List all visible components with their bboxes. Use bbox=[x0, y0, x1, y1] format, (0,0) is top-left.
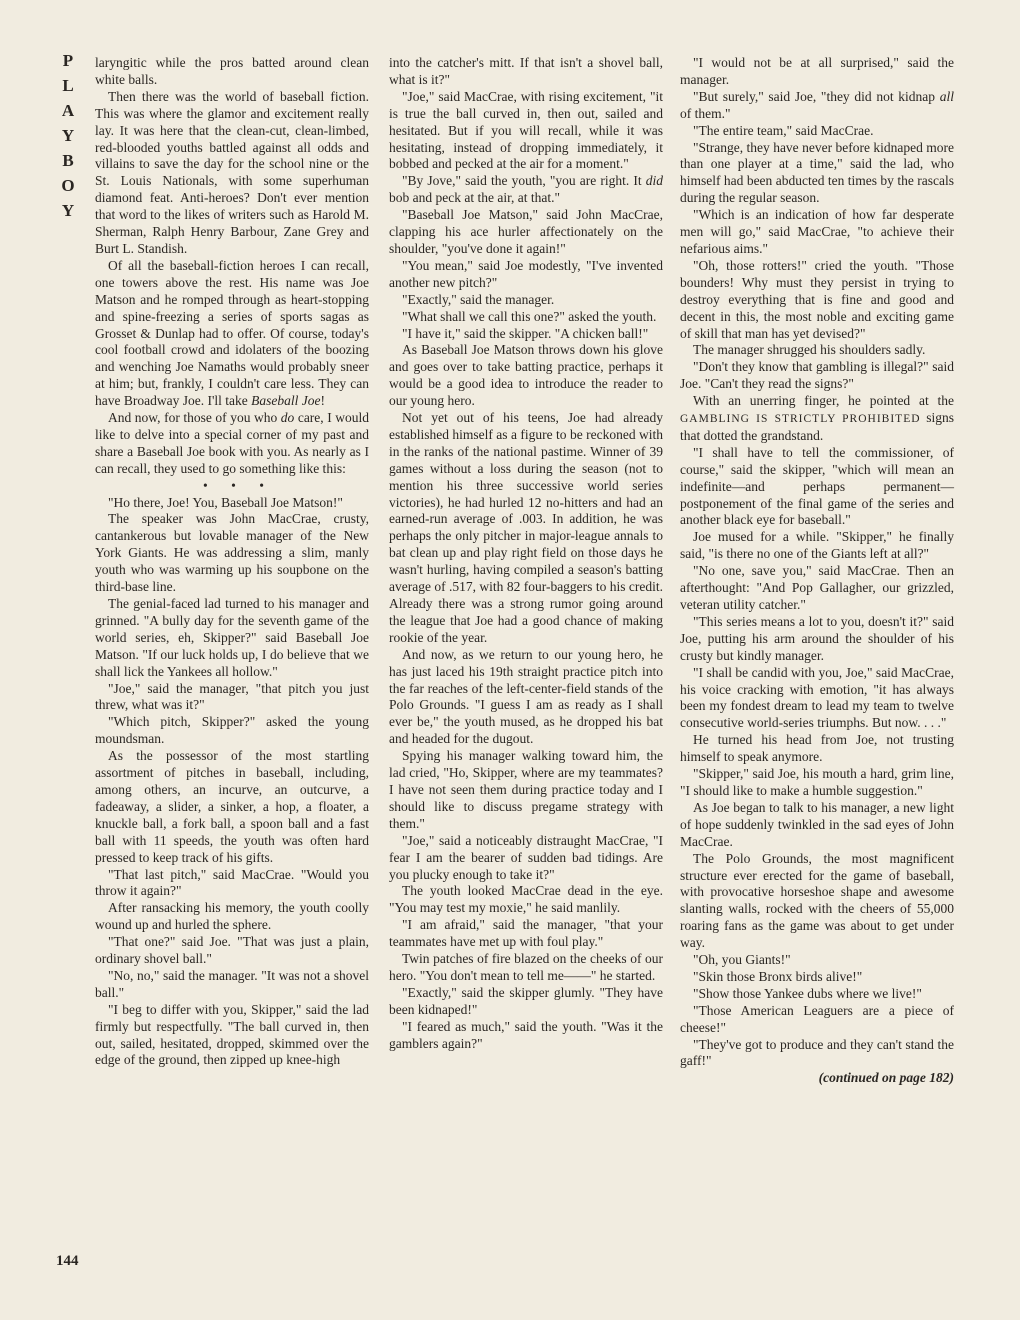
text-run: The Polo Grounds, the most magnificent structure ever erected for the game of baseball, with provocative horseshoe shape and awesome slanting walls, rocked with the cheers of 55,000 roaring fans as the game was about to get under way. bbox=[680, 850, 954, 951]
paragraph bbox=[680, 665, 954, 733]
paragraph bbox=[680, 986, 954, 1003]
text-run: "Joe," said the manager, "that pitch you just threw, what was it?" bbox=[95, 680, 369, 713]
small-caps-text: GAMBLING IS STRICTLY PROHIBITED bbox=[680, 413, 921, 426]
paragraph bbox=[389, 89, 663, 174]
paragraph bbox=[95, 900, 369, 934]
paragraph bbox=[680, 445, 954, 530]
text-run: "I would not be at all surprised," said the manager. bbox=[680, 55, 954, 87]
text-run: With an unerring finger, he pointed at the bbox=[693, 393, 954, 409]
paragraph bbox=[389, 309, 663, 326]
paragraph bbox=[680, 952, 954, 969]
paragraph bbox=[680, 258, 954, 343]
paragraph bbox=[680, 732, 954, 766]
text-run: "I have it," said the skipper. "A chicken ball!" bbox=[402, 325, 649, 341]
text-run: "No, no," said the manager. "It was not a shovel ball." bbox=[95, 967, 369, 1000]
text-column-2 bbox=[389, 55, 663, 1052]
text-run: "Oh, you Giants!" bbox=[693, 952, 791, 968]
paragraph bbox=[95, 410, 369, 478]
text-run: "You mean," said Joe modestly, "I've invented another new pitch?" bbox=[389, 257, 663, 290]
text-run: "By Jove," said the youth, "you are right. It bbox=[402, 173, 646, 189]
running-head: P L A Y B O Y bbox=[61, 51, 75, 220]
paragraph bbox=[389, 207, 663, 258]
text-run: "No one, save you," said MacCrae. Then an afterthought: "And Pop Gallagher, our grizzled, veteran utility catcher." bbox=[680, 563, 954, 612]
paragraph bbox=[680, 342, 954, 359]
paragraph bbox=[680, 123, 954, 140]
text-run: The speaker was John MacCrae, crusty, cantankerous but lovable manager of the New York Giants. He was addressing a slim, manly youth who was warming up his soupbone on the third-base line. bbox=[95, 511, 369, 595]
paragraph bbox=[680, 393, 954, 445]
paragraph bbox=[95, 1002, 369, 1070]
text-run: "Which pitch, Skipper?" asked the young moundsman. bbox=[95, 714, 369, 747]
paragraph bbox=[95, 511, 369, 596]
paragraph bbox=[95, 495, 369, 512]
text-run: ! bbox=[320, 393, 325, 409]
text-run: He turned his head from Joe, not trusting himself to speak anymore. bbox=[680, 732, 954, 765]
paragraph bbox=[389, 173, 663, 207]
paragraph bbox=[95, 934, 369, 968]
text-run: of them." bbox=[680, 105, 731, 121]
paragraph bbox=[95, 55, 369, 89]
text-run: "Strange, they have never before kidnaped more than one player at a time," said the lad, who himself had been abducted ten times by the rascals during the regular season. bbox=[680, 139, 954, 206]
text-run: into the catcher's mitt. If that isn't a shovel ball, what is it?" bbox=[389, 55, 663, 87]
section-break bbox=[95, 478, 369, 495]
text-run: The manager shrugged his shoulders sadly. bbox=[693, 342, 926, 358]
text-run: As Baseball Joe Matson throws down his glove and goes over to take batting practice, perhaps it would be a good idea to introduce the reader to our young hero. bbox=[389, 342, 663, 409]
text-run: "Joe," said a noticeably distraught MacCrae, "I fear I am the bearer of sudden bad tidings. Are you plucky enough to take it?" bbox=[389, 832, 663, 882]
paragraph bbox=[389, 410, 663, 647]
text-run: "Exactly," said the skipper glumly. "They have been kidnaped!" bbox=[389, 984, 663, 1017]
text-run: "But surely," said Joe, "they did not kidnap bbox=[693, 88, 940, 104]
paragraph bbox=[680, 766, 954, 800]
text-run: The youth looked MacCrae dead in the eye. "You may test my moxie," he said manlily. bbox=[389, 883, 663, 916]
text-run: And now, for those of you who bbox=[108, 410, 281, 426]
text-run: • • • bbox=[203, 477, 274, 493]
text-run: As the possessor of the most startling assortment of pitches in baseball, including, among others, an incurve, an outcurve, a fadeaway, a slider, a sinker, a hop, a floater, a knuckle ball, a fork ball, a spoon ball and a fast ball with 11 speeds, the youth was often hard pressed to keep track of his gifts. bbox=[95, 748, 369, 865]
paragraph bbox=[680, 89, 954, 123]
paragraph bbox=[389, 985, 663, 1019]
paragraph bbox=[680, 55, 954, 89]
emphasis-text: did bbox=[645, 173, 663, 189]
emphasis-text: all bbox=[939, 88, 954, 104]
page-number: 144 bbox=[56, 1253, 79, 1269]
text-run: "I am afraid," said the manager, "that your teammates have met up with foul play." bbox=[389, 917, 663, 950]
paragraph bbox=[389, 342, 663, 410]
text-run: care, I would like to delve into a special corner of my past and share a Baseball Joe book with you. As nearly as I can recall, they used to go something like this: bbox=[95, 410, 369, 476]
text-run: "Skipper," said Joe, his mouth a hard, grim line, "I should like to make a humble suggestion." bbox=[680, 766, 954, 798]
paragraph bbox=[389, 55, 663, 89]
text-run: Then there was the world of baseball fiction. This was where the glamor and excitement really lay. It was here that the clean-cut, clean-limbed, red-blooded youths battled against all odds and villains to save the day for the school nine or the St. Louis Nationals, with some superhuman diamond feat. Anti-heroes? Don't ever mention that word to the likes of writers such as Harold M. Sherman, Ralph Henry Barbour, Zane Grey and Burt L. Standish. bbox=[95, 88, 369, 256]
text-run: Not yet out of his teens, Joe had already established himself as a figure to be reckoned with in the ranks of the national pastime. Winner of 39 games without a loss during the season (not to mention his three successive world series victories), he had hurled 12 no-hitters and had an earned-run average of .003. In addition, he was perhaps the only pitcher in major-league annals to bat clean up and play right field on those days he wasn't hurling, having compiled a season's batting average of .517, with 82 four-baggers to his credit. Already there was a strong rumor going around the league that Joe had a good chance of making rookie of the year. bbox=[389, 410, 663, 645]
paragraph bbox=[680, 614, 954, 665]
text-run: "Joe," said MacCrae, with rising excitement, "it is true the ball curved in, then out, sailed and hesitated. But if you will recall, while it was hesitating, instead of dropping immediately, it bobbed and pecked at the air for a moment." bbox=[389, 88, 663, 172]
emphasis-text: do bbox=[280, 410, 295, 426]
text-run: After ransacking his memory, the youth coolly wound up and hurled the sphere. bbox=[95, 900, 369, 933]
paragraph bbox=[680, 207, 954, 258]
paragraph bbox=[95, 681, 369, 715]
text-run: "I feared as much," said the youth. "Was it the gamblers again?" bbox=[389, 1018, 663, 1051]
text-run: "Baseball Joe Matson," said John MacCrae, clapping his ace hurler affectionately on the shoulder, "you've done it again!" bbox=[389, 207, 663, 256]
text-run: "Oh, those rotters!" cried the youth. "Those bounders! Why must they persist in trying to destroy everything that is fine and good and decent in this, the most noble and exciting game of skill that man has yet devised?" bbox=[680, 257, 954, 341]
paragraph bbox=[680, 140, 954, 208]
text-run: "Exactly," said the manager. bbox=[402, 291, 555, 307]
text-run: signs that dotted the grandstand. bbox=[680, 410, 954, 443]
paragraph bbox=[680, 969, 954, 986]
text-run: "They've got to produce and they can't stand the gaff!" bbox=[680, 1036, 954, 1069]
paragraph bbox=[389, 951, 663, 985]
text-run: "I shall be candid with you, Joe," said MacCrae, his voice cracking with emotion, "it has always been my fondest dream to lead my team to twelve consecutive world-series triumphs. But now. . . ." bbox=[680, 664, 954, 731]
paragraph bbox=[389, 647, 663, 748]
paragraph bbox=[95, 596, 369, 681]
text-run: "This series means a lot to you, doesn't it?" said Joe, putting his arm around the shoulder of his crusty but kindly manager. bbox=[680, 613, 954, 663]
text-run: Spying his manager walking toward him, the lad cried, "Ho, Skipper, where are my teammates? I have not seen them during practice today and I should like to discuss pregame strategy with them." bbox=[389, 748, 663, 831]
text-run: laryngitic while the pros batted around clean white balls. bbox=[95, 55, 369, 87]
paragraph bbox=[95, 258, 369, 410]
text-run: "Those American Leaguers are a piece of cheese!" bbox=[680, 1002, 954, 1035]
paragraph bbox=[389, 883, 663, 917]
text-run: "Show those Yankee dubs where we live!" bbox=[693, 985, 922, 1001]
text-run: "What shall we call this one?" asked the youth. bbox=[402, 308, 657, 324]
text-run: bob and peck at the air, at that." bbox=[389, 190, 561, 206]
paragraph bbox=[680, 1003, 954, 1037]
paragraph bbox=[389, 1019, 663, 1053]
paragraph bbox=[95, 748, 369, 866]
text-run: "The entire team," said MacCrae. bbox=[693, 122, 874, 138]
paragraph bbox=[680, 529, 954, 563]
text-run: "That one?" said Joe. "That was just a plain, ordinary shovel ball." bbox=[95, 934, 369, 967]
text-run: "Skin those Bronx birds alive!" bbox=[693, 968, 863, 984]
paragraph bbox=[680, 851, 954, 952]
continued-line bbox=[680, 1070, 954, 1087]
paragraph bbox=[95, 89, 369, 258]
paragraph bbox=[389, 917, 663, 951]
paragraph bbox=[680, 1037, 954, 1071]
text-run: As Joe began to talk to his manager, a new light of hope suddenly twinkled in the sad eyes of John MacCrae. bbox=[680, 799, 954, 849]
text-run: And now, as we return to our young hero, he has just laced his 19th straight practice pitch into the far reaches of the left-center-field stands of the Polo Grounds. "I guess I am as ready as I shall ever be," the youth mused, as he dropped his bat and headed for the dugout. bbox=[389, 646, 663, 747]
text-run: The genial-faced lad turned to his manager and grinned. "A bully day for the seventh game of the world series, eh, Skipper?" said Baseball Joe Matson. "If our luck holds up, I do believe that we shall lick the Yankees all hollow." bbox=[95, 596, 369, 679]
text-run: Joe mused for a while. "Skipper," he finally said, "is there no one of the Giants left at all?" bbox=[680, 529, 954, 562]
paragraph bbox=[389, 748, 663, 833]
paragraph bbox=[95, 714, 369, 748]
text-run: "Which is an indication of how far desperate men will go," said MacCrae, "to achieve their nefarious aims." bbox=[680, 207, 954, 256]
paragraph bbox=[389, 326, 663, 343]
paragraph bbox=[389, 258, 663, 292]
paragraph bbox=[389, 292, 663, 309]
text-run: "I shall have to tell the commissioner, of course," said the skipper, "which will mean an indefinite—and perhaps permanent—postponement of the final game of the series and another black eye for baseball." bbox=[680, 444, 954, 528]
paragraph bbox=[680, 563, 954, 614]
text-run: Twin patches of fire blazed on the cheeks of our hero. "You don't mean to tell me——" he started. bbox=[389, 951, 663, 983]
emphasis-text: Baseball Joe bbox=[251, 393, 321, 409]
text-run: "Don't they know that gambling is illegal?" said Joe. "Can't they read the signs?" bbox=[680, 359, 954, 392]
text-run: (continued on page 182) bbox=[818, 1070, 954, 1086]
paragraph bbox=[680, 359, 954, 393]
text-column-3 bbox=[680, 55, 954, 1087]
text-run: "Ho there, Joe! You, Baseball Joe Matson!" bbox=[108, 494, 343, 510]
paragraph bbox=[389, 833, 663, 884]
text-run: "That last pitch," said MacCrae. "Would you throw it again?" bbox=[95, 866, 369, 899]
paragraph bbox=[95, 867, 369, 901]
paragraph bbox=[95, 968, 369, 1002]
text-run: Of all the baseball-fiction heroes I can recall, one towers above the rest. His name was Joe Matson and he romped through as heart-stopping and spine-freezing a series of sports sagas as Grosset & Dunlap had to offer. Of course, today's cool football crowd and idolaters of the boozing and wenching Joe Namaths would probably sneer at him; but, frankly, I couldn't care less. They can have Broadway Joe. I'll take bbox=[95, 257, 369, 409]
text-column-1 bbox=[95, 55, 369, 1069]
text-run: "I beg to differ with you, Skipper," said the lad firmly but respectfully. "The ball curved in, then out, sailed, hesitated, dropped, skimmed over the edge of the ground, then zipped up knee-high bbox=[95, 1001, 369, 1068]
paragraph bbox=[680, 800, 954, 851]
